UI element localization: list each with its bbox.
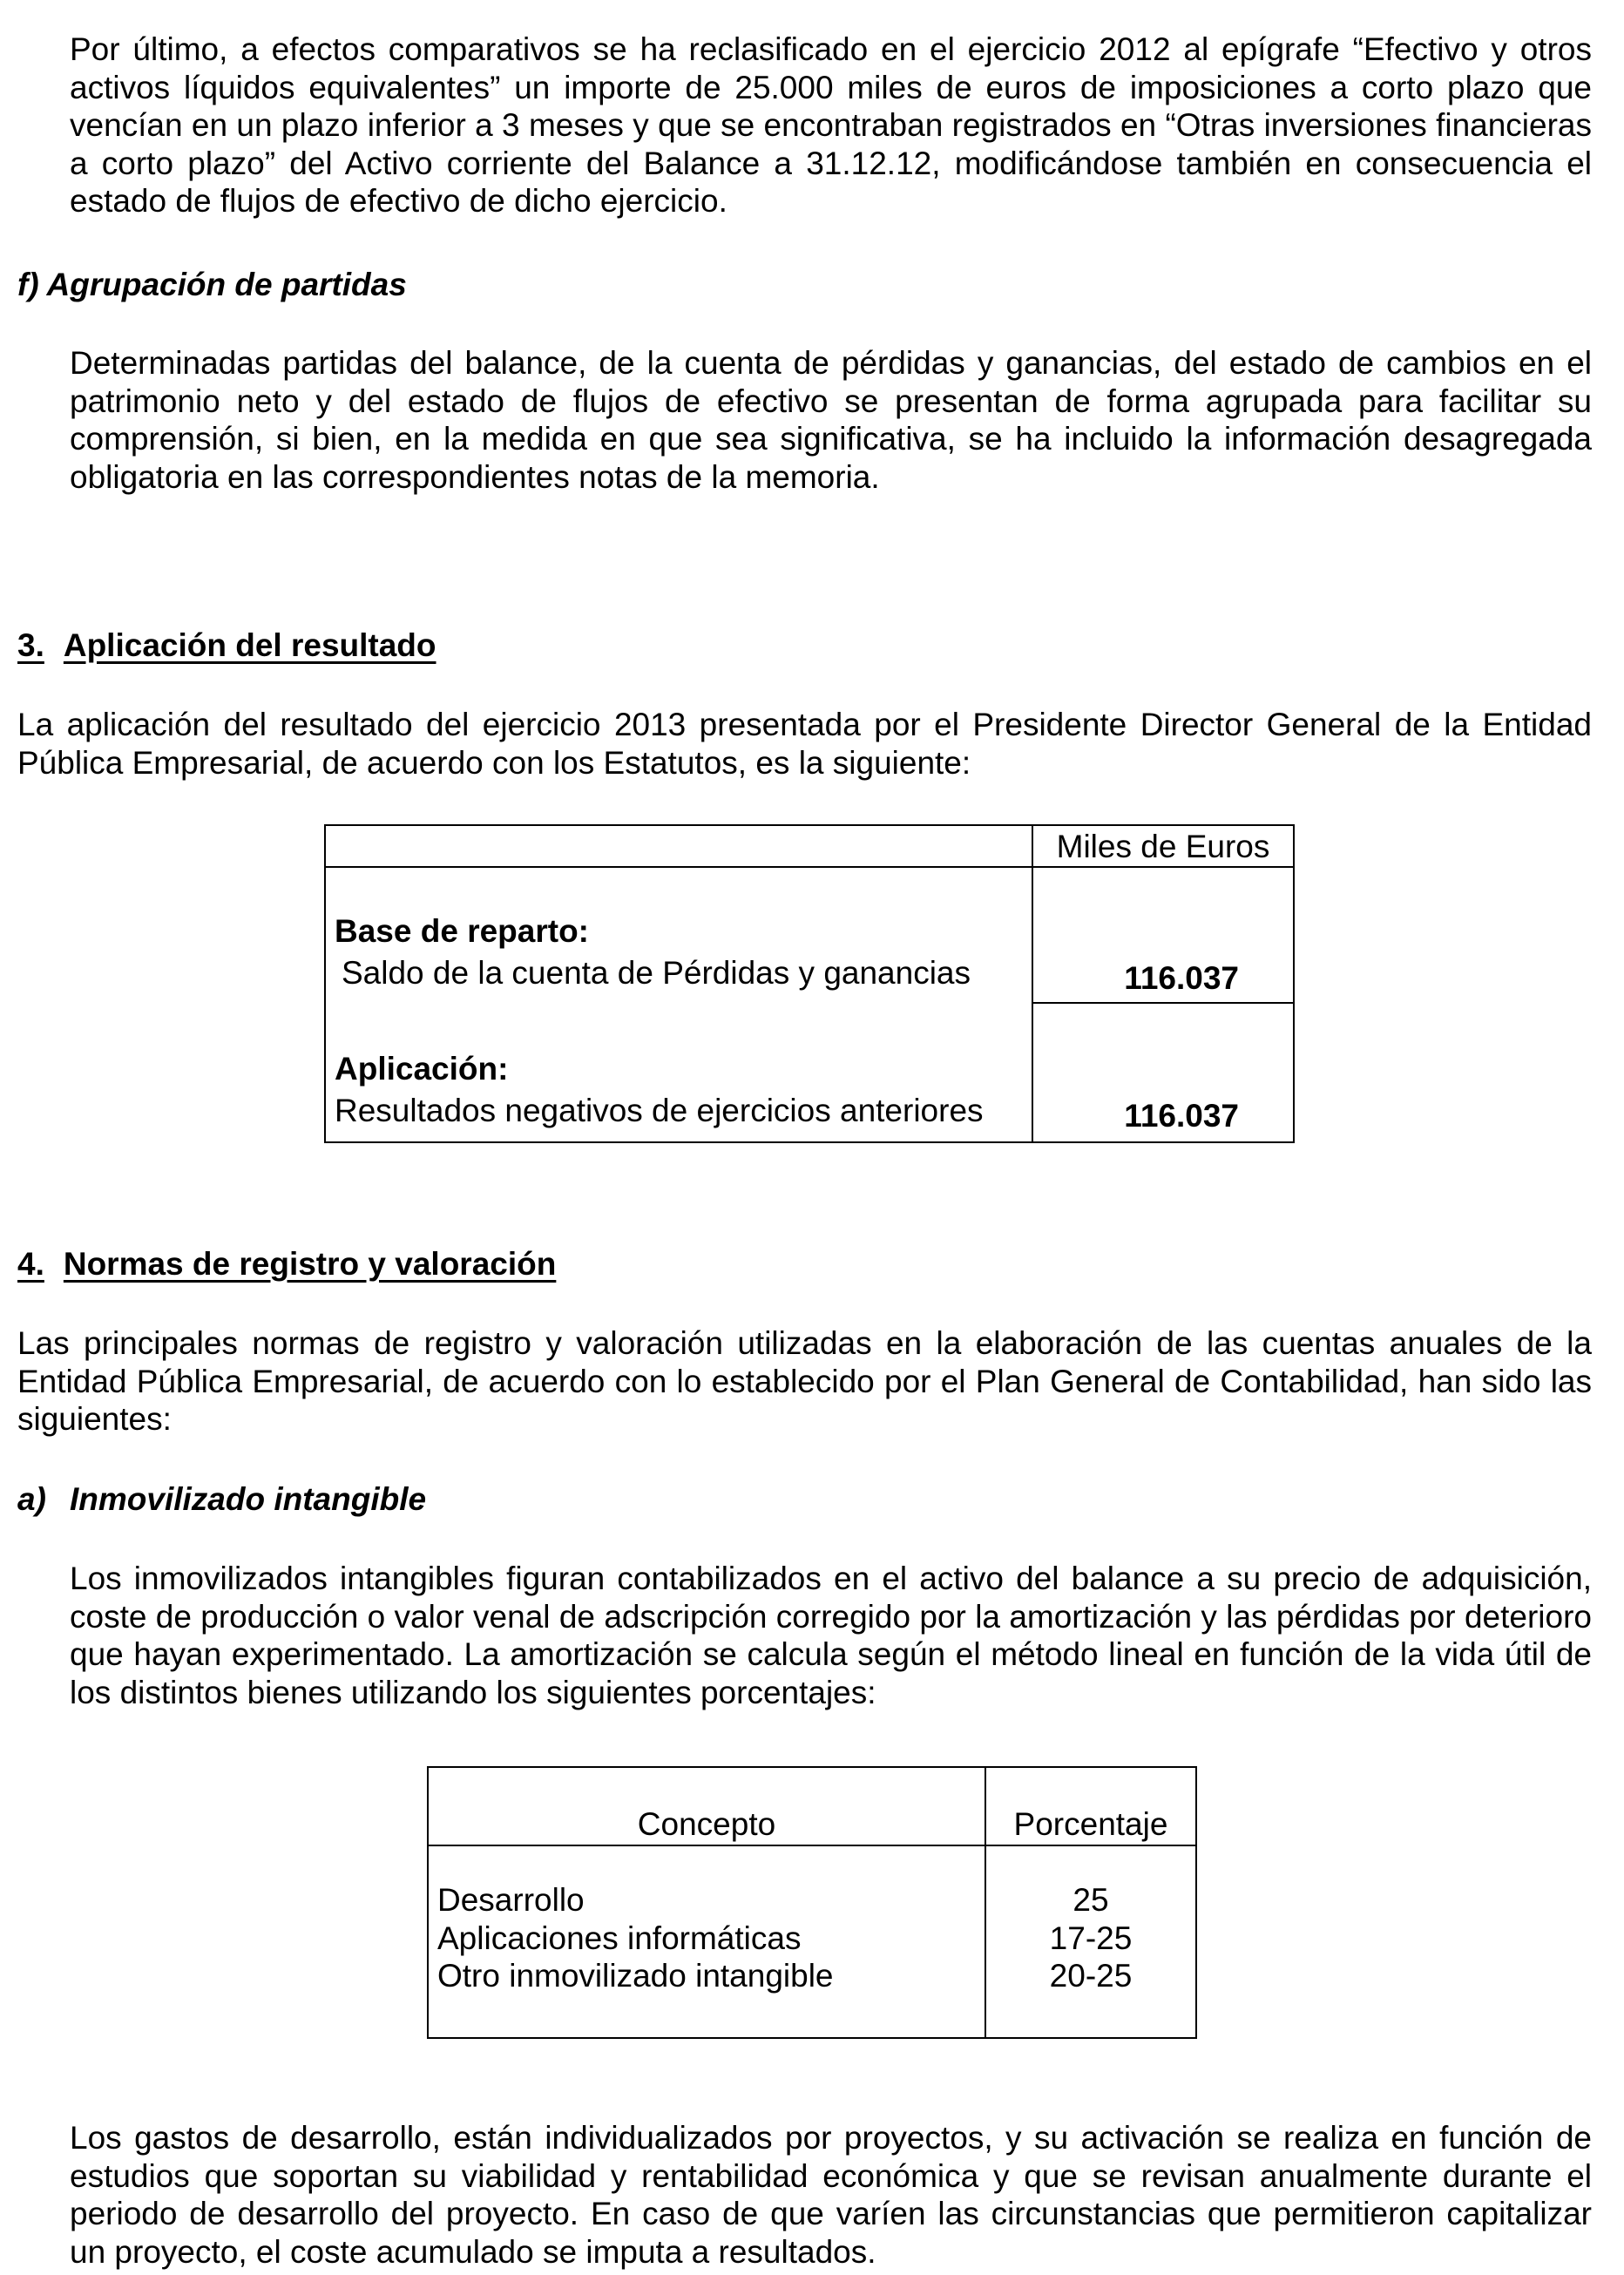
section-number: 4.	[17, 1246, 44, 1282]
table-divider	[429, 1845, 1195, 1846]
section-title-aplicacion-resultado	[17, 627, 436, 664]
label-aplicacion: Aplicación:	[335, 1051, 509, 1087]
section-title-text: Aplicación del resultado	[63, 627, 436, 663]
paragraph-gastos-desarrollo: Los gastos de desarrollo, están individualizados por proyectos, y su activación se realiza en función de estudios que soportan su viabilidad y rentabilidad económica y que se revisan anualmente durante el periodo de desarrollo del proyecto. En caso de que varíen las circunstancias que permitieron capitalizar un proyecto, el coste acumulado se imputa a resultados.	[70, 2120, 1592, 2270]
subheading-inmovilizado-intangible	[17, 1481, 426, 1518]
paragraph-normas: Las principales normas de registro y valoración utilizadas en la elaboración de las cuentas anuales de la Entidad Pública Empresarial, de acuerdo con lo establecido por el Plan General de Contabilidad, han sido las siguientes:	[17, 1325, 1592, 1437]
table-amortizacion	[427, 1766, 1197, 2039]
table-divider	[326, 866, 1293, 868]
table-cell-concepto: Aplicaciones informáticas	[437, 1920, 802, 1956]
subheading-letter: a)	[17, 1481, 46, 1517]
paragraph-aplicacion: La aplicación del resultado del ejercicio 2013 presentada por el Presidente Director General de la Entidad Pública Empresarial, de acuerdo con los Estatutos, es la siguiente:	[17, 707, 1592, 781]
value-aplicacion: 116.037	[1124, 1098, 1239, 1134]
section-title-normas-registro	[17, 1246, 556, 1283]
porcentaje-column	[986, 1881, 1195, 1995]
column-header-porcentaje: Porcentaje	[1013, 1806, 1168, 1842]
item-saldo-perdidas-ganancias: Saldo de la cuenta de Pérdidas y ganancias	[342, 955, 971, 991]
table-aplicacion-resultado	[324, 824, 1295, 1143]
table-cell-concepto: Desarrollo	[437, 1882, 585, 1918]
subheading-text: Inmovilizado intangible	[70, 1481, 427, 1517]
table-cell-concepto: Otro inmovilizado intangible	[437, 1958, 834, 1994]
paragraph-reclasificacion: Por último, a efectos comparativos se ha reclasificado en el ejercicio 2012 al epígrafe “Efectivo y otros activos líquidos equivalentes” un importe de 25.000 miles de euros de imposiciones a corto plazo que vencían en un plazo inferior a 3 meses y que se encontraban registrados en “Otras inversiones financieras a corto plazo” del Activo corriente del Balance a 31.12.12, modificándose también en consecuencia el estado de flujos de efectivo de dicho ejercicio.	[70, 31, 1592, 219]
table-cell-porcentaje: 25	[1073, 1882, 1109, 1918]
concepto-column	[437, 1881, 834, 1995]
table-cell-porcentaje: 20-25	[1049, 1958, 1133, 1994]
section-title-text: Normas de registro y valoración	[63, 1246, 557, 1282]
item-resultados-negativos: Resultados negativos de ejercicios anteriores	[335, 1093, 984, 1128]
subheading-agrupacion-partidas: f) Agrupación de partidas	[17, 267, 407, 302]
column-header-concepto: Concepto	[637, 1806, 776, 1842]
value-base-reparto: 116.037	[1124, 960, 1239, 996]
table-divider	[1032, 826, 1033, 1141]
section-number: 3.	[17, 627, 44, 663]
paragraph-agrupacion: Determinadas partidas del balance, de la cuenta de pérdidas y ganancias, del estado de cambios en el patrimonio neto y del estado de flujos de efectivo se presentan de forma agrupada para facilitar su comprensión, si bien, en la medida en que sea significativa, se ha incluido la información desagregada obligatoria en las correspondientes notas de la memoria.	[70, 345, 1592, 495]
table-divider	[1032, 1002, 1293, 1004]
column-header-miles-euros: Miles de Euros	[1056, 829, 1270, 864]
table-cell-porcentaje: 17-25	[1049, 1920, 1133, 1956]
paragraph-inmovilizado: Los inmovilizados intangibles figuran contabilizados en el activo del balance a su precio de adquisición, coste de producción o valor venal de adscripción corregido por la amortización y las pérdidas por deterioro que hayan experimentado. La amortización se calcula según el método lineal en función de la vida útil de los distintos bienes utilizando los siguientes porcentajes:	[70, 1561, 1592, 1710]
label-base-reparto: Base de reparto:	[335, 913, 589, 949]
